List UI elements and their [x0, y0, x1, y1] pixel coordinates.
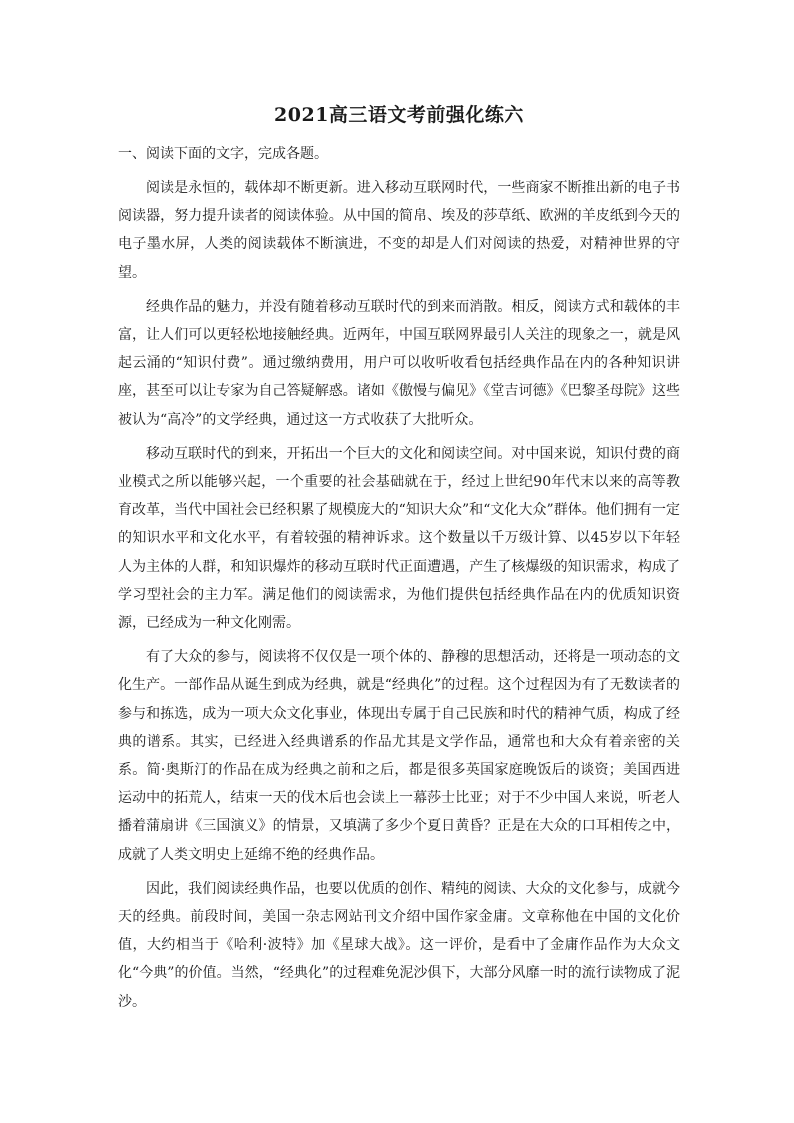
paragraph-5: 因此，我们阅读经典作品，也要以优质的创作、精纯的阅读、大众的文化参与，成就今天的经典。前段时间，美国一杂志网站刊文介绍中国作家金庸。文章称他在中国的文化价值，大约相当于《哈利·波特》加《星球大战》。这一评价，是看中了金庸作品作为大众文化“今典”的价值。当然，“经典化”的过程难免泥沙俱下，大部分风靡一时的流行读物成了泥沙。 [118, 880, 680, 1010]
paragraph-1: 阅读是永恒的，载体却不断更新。进入移动互联网时代，一些商家不断推出新的电子书阅读器，努力提升读者的阅读体验。从中国的简帛、埃及的莎草纸、欧洲的羊皮纸到今天的电子墨水屏，人类的阅读载体不断演进，不变的却是人们对阅读的热爱，对精神世界的守望。 [118, 180, 680, 281]
document-page [118, 100, 680, 1016]
section-heading: 一、阅读下面的文字，完成各题。 [118, 146, 328, 162]
paragraph-3: 移动互联时代的到来，开拓出一个巨大的文化和阅读空间。对中国来说，知识付费的商业模式之所以能够兴起，一个重要的社会基础就在于，经过上世纪90年代末以来的高等教育改革，当代中国社会已经积累了规模庞大的“知识大众”和“文化大众”群体。他们拥有一定的知识水平和文化水平，有着较强的精神诉求。这个数量以千万级计算、以45岁以下年轻人为主体的人群，和知识爆炸的移动互联时代正面遭遇，产生了核爆级的知识需求，构成了学习型社会的主力军。满足他们的阅读需求，为他们提供包括经典作品在内的优质知识资源，已经成为一种文化刚需。 [118, 445, 680, 632]
paragraph-4: 有了大众的参与，阅读将不仅仅是一项个体的、静穆的思想活动，还将是一项动态的文化生产。一部作品从诞生到成为经典，就是“经典化”的过程。这个过程因为有了无数读者的参与和拣选，成为一项大众文化事业，体现出专属于自己民族和时代的精神气质，构成了经典的谱系。其实，已经进入经典谱系的作品尤其是文学作品，通常也和大众有着亲密的关系。简·奥斯汀的作品在成为经典之前和之后，都是很多英国家庭晚饭后的谈资；美国西进运动中的拓荒人，结束一天的伐木后也会读上一幕莎士比亚；对于不少中国人来说，听老人播着蒲扇讲《三国演义》的情景，又填满了多少个夏日黄昏？正是在大众的口耳相传之中，成就了人类文明史上延绵不绝的经典作品。 [118, 649, 680, 863]
document-title: 2021高三语文考前强化练六 [274, 104, 524, 126]
paragraph-2: 经典作品的魅力，并没有随着移动互联时代的到来而消散。相反，阅读方式和载体的丰富，让人们可以更轻松地接触经典。近两年，中国互联网界最引人关注的现象之一，就是风起云涌的“知识付费”。通过缴纳费用，用户可以收听收看包括经典作品在内的各种知识讲座，甚至可以让专家为自己答疑解惑。诸如《傲慢与偏见》《堂吉诃德》《巴黎圣母院》这些被认为“高冷”的文学经典，通过这一方式收获了大批听众。 [118, 298, 680, 428]
